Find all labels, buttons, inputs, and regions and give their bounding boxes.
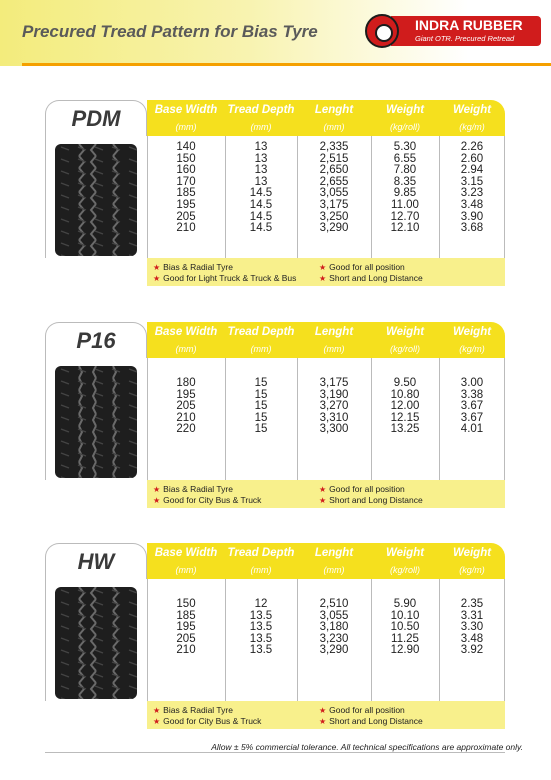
tread-depth-column [225, 599, 297, 657]
column-divider [45, 579, 46, 701]
tread-panel-hw [45, 543, 505, 729]
table-cell: 205 [176, 632, 196, 645]
feature-position [319, 484, 405, 494]
feature-position [319, 705, 405, 715]
table-cell: 3,175 [319, 377, 349, 389]
column-title: Lenght [314, 547, 354, 559]
feature-tyre-type [153, 705, 233, 715]
table-cell: 195 [176, 621, 196, 634]
table-cell: 3.48 [460, 198, 484, 211]
table-cell: 185 [176, 187, 196, 200]
table-cell: 2,510 [319, 598, 349, 610]
column-divider [45, 358, 46, 480]
table-cell: 210 [176, 644, 196, 657]
table-header [147, 322, 505, 358]
feature-text: Good for all position [329, 484, 405, 494]
table-cell: 12.15 [390, 411, 420, 424]
table-cell: 12.00 [390, 400, 420, 413]
star-icon: ★ [319, 717, 327, 726]
column-unit: (kg/roll) [389, 344, 420, 354]
tread-pattern-image [55, 144, 137, 256]
feature-text: Good for all position [329, 705, 405, 715]
feature-tyre-type [153, 262, 233, 272]
table-cell: 150 [176, 152, 196, 165]
column-unit: (mm) [250, 122, 272, 132]
table-cell: 3,300 [319, 423, 349, 436]
length-column [297, 599, 371, 657]
table-cell: 210 [176, 411, 196, 424]
column-title: Base Width [154, 547, 218, 559]
table-cell: 3,290 [319, 644, 349, 657]
feature-application [153, 273, 296, 283]
table-cell: 15 [254, 388, 268, 401]
feature-distance [319, 716, 423, 726]
table-cell: 15 [254, 400, 268, 413]
weight-m-column [439, 599, 505, 657]
column-unit: (kg/m) [459, 122, 485, 132]
table-cell: 3,180 [319, 621, 349, 634]
length-column [297, 142, 371, 235]
weight-roll-column [371, 142, 439, 235]
star-icon: ★ [319, 496, 327, 505]
star-icon: ★ [153, 496, 161, 505]
column-title: Tread Depth [227, 326, 295, 338]
table-cell: 2.60 [460, 152, 484, 165]
table-cell: 3,055 [319, 609, 349, 622]
table-cell: 12.10 [390, 222, 420, 235]
feature-box [147, 480, 505, 508]
feature-position [319, 262, 405, 272]
table-cell: 14.5 [249, 198, 273, 211]
table-cell: 140 [176, 141, 196, 153]
table-cell: 2.26 [460, 141, 484, 153]
column-header [371, 100, 439, 136]
table-cell: 9.85 [393, 187, 417, 200]
feature-text: Bias & Radial Tyre [163, 705, 233, 715]
page-header [0, 0, 551, 66]
table-cell: 5.90 [393, 598, 417, 610]
table-header [147, 100, 505, 136]
tread-pattern-image [55, 366, 137, 478]
table-body [45, 579, 505, 701]
table-cell: 10.10 [390, 609, 420, 622]
feature-text: Good for City Bus & Truck [163, 495, 262, 505]
tread-depth-column [225, 378, 297, 436]
table-cell: 205 [176, 400, 196, 413]
table-cell: 160 [176, 164, 196, 177]
feature-application [153, 495, 261, 505]
column-unit: (mm) [175, 122, 197, 132]
table-cell: 3,290 [319, 222, 349, 235]
table-cell: 12.90 [390, 644, 420, 657]
table-cell: 12 [254, 598, 268, 610]
table-cell: 150 [176, 598, 196, 610]
column-title: Lenght [314, 326, 354, 338]
star-icon: ★ [153, 485, 161, 494]
table-cell: 3,175 [319, 198, 349, 211]
feature-text: Short and Long Distance [329, 716, 423, 726]
column-header [147, 100, 225, 136]
table-header [147, 543, 505, 579]
column-header [297, 543, 371, 579]
feature-tyre-type [153, 484, 233, 494]
table-cell: 3.90 [460, 210, 484, 223]
feature-distance [319, 495, 423, 505]
table-cell: 3.30 [460, 621, 484, 634]
table-cell: 12.70 [390, 210, 420, 223]
tyre-image [55, 144, 137, 261]
column-title: Tread Depth [227, 547, 295, 559]
table-cell: 9.50 [393, 377, 417, 389]
feature-distance [319, 273, 423, 283]
table-cell: 10.50 [390, 621, 420, 634]
table-cell: 3,270 [319, 400, 349, 413]
table-cell: 2,650 [319, 164, 349, 177]
star-icon: ★ [153, 274, 161, 283]
feature-box [147, 701, 505, 729]
feature-text: Good for all position [329, 262, 405, 272]
column-unit: (kg/m) [459, 565, 485, 575]
tread-panel-pdm [45, 100, 505, 286]
feature-application [153, 716, 261, 726]
table-cell: 3.92 [460, 644, 484, 657]
pattern-name: HW [77, 549, 115, 574]
pattern-name: PDM [71, 106, 121, 131]
table-cell: 3,250 [319, 210, 349, 223]
footer-rule [45, 752, 505, 753]
pattern-name-tab [45, 543, 147, 579]
feature-text: Short and Long Distance [329, 273, 423, 283]
table-cell: 195 [176, 388, 196, 401]
column-title: Base Width [154, 326, 218, 338]
column-header [225, 322, 297, 358]
base-width-column [147, 378, 225, 436]
column-title: Weight [385, 104, 425, 116]
table-cell: 195 [176, 198, 196, 211]
column-header [147, 322, 225, 358]
table-cell: 2.35 [460, 598, 484, 610]
table-cell: 220 [176, 423, 196, 436]
star-icon: ★ [319, 263, 327, 272]
table-cell: 14.5 [249, 222, 273, 235]
weight-m-column [439, 142, 505, 235]
column-header [225, 543, 297, 579]
feature-text: Short and Long Distance [329, 495, 423, 505]
weight-roll-column [371, 599, 439, 657]
column-title: Tread Depth [227, 104, 295, 116]
column-header [297, 100, 371, 136]
column-unit: (kg/m) [459, 344, 485, 354]
table-cell: 5.30 [393, 141, 417, 153]
table-cell: 10.80 [390, 388, 420, 401]
star-icon: ★ [153, 263, 161, 272]
column-unit: (mm) [323, 344, 345, 354]
base-width-column [147, 142, 225, 235]
column-title: Weight [452, 326, 492, 338]
tread-pattern-image [55, 587, 137, 699]
column-header [225, 100, 297, 136]
weight-m-column [439, 378, 505, 436]
feature-text: Bias & Radial Tyre [163, 262, 233, 272]
column-divider [45, 136, 46, 258]
logo-emblem-icon [365, 14, 399, 48]
table-cell: 13.5 [249, 632, 273, 645]
table-cell: 3.67 [460, 411, 484, 424]
tyre-image [55, 587, 137, 704]
table-cell: 2,335 [319, 141, 349, 153]
tread-depth-column [225, 142, 297, 235]
table-cell: 3.15 [460, 175, 484, 188]
feature-text: Bias & Radial Tyre [163, 484, 233, 494]
table-cell: 3,190 [319, 388, 349, 401]
column-unit: (kg/roll) [389, 565, 420, 575]
table-cell: 3.31 [460, 609, 484, 622]
table-cell: 3,055 [319, 187, 349, 200]
column-title: Weight [452, 547, 492, 559]
table-cell: 13.5 [249, 609, 273, 622]
column-unit: (mm) [323, 122, 345, 132]
table-cell: 4.01 [460, 423, 484, 436]
table-cell: 7.80 [393, 164, 417, 177]
column-header [297, 322, 371, 358]
column-header [371, 543, 439, 579]
table-cell: 3.00 [460, 377, 484, 389]
column-unit: (mm) [175, 565, 197, 575]
pattern-name-tab [45, 100, 147, 136]
feature-box [147, 258, 505, 286]
table-cell: 3,230 [319, 632, 349, 645]
feature-text: Good for Light Truck & Truck & Bus [163, 273, 297, 283]
table-cell: 13 [254, 152, 268, 165]
table-cell: 210 [176, 222, 196, 235]
table-body [45, 358, 505, 480]
table-cell: 14.5 [249, 210, 273, 223]
brand-logo [365, 14, 541, 48]
brand-name: INDRA RUBBER [415, 17, 523, 33]
table-cell: 15 [254, 377, 268, 389]
column-unit: (mm) [250, 344, 272, 354]
column-header [439, 543, 505, 579]
table-cell: 13.25 [390, 423, 420, 436]
table-cell: 11.25 [391, 632, 419, 645]
table-body [45, 136, 505, 258]
length-column [297, 378, 371, 436]
table-cell: 2.94 [460, 164, 484, 177]
weight-roll-column [371, 378, 439, 436]
base-width-column [147, 599, 225, 657]
brand-tagline: Giant OTR. Precured Retread [415, 34, 515, 43]
table-cell: 11.00 [391, 198, 419, 211]
column-header [439, 322, 505, 358]
pattern-name: P16 [76, 328, 116, 353]
table-cell: 13 [254, 164, 268, 177]
column-title: Weight [452, 104, 492, 116]
table-cell: 180 [176, 377, 196, 389]
table-cell: 185 [176, 609, 196, 622]
pattern-name-tab [45, 322, 147, 358]
table-cell: 3.23 [460, 187, 484, 200]
table-cell: 8.35 [393, 175, 417, 188]
table-cell: 14.5 [249, 187, 273, 200]
table-cell: 3.38 [460, 388, 484, 401]
star-icon: ★ [153, 706, 161, 715]
table-cell: 13.5 [249, 644, 273, 657]
tolerance-note: Allow ± 5% commercial tolerance. All technical specifications are approximate only. [211, 742, 523, 752]
star-icon: ★ [319, 706, 327, 715]
page-title: Precured Tread Pattern for Bias Tyre [22, 22, 318, 41]
tyre-image [55, 366, 137, 483]
table-cell: 6.55 [393, 152, 417, 165]
table-cell: 2,655 [319, 175, 349, 188]
table-cell: 205 [176, 210, 196, 223]
table-cell: 3.68 [460, 222, 484, 235]
table-cell: 170 [176, 175, 196, 188]
table-cell: 3.67 [460, 400, 484, 413]
column-header [371, 322, 439, 358]
column-header [439, 100, 505, 136]
star-icon: ★ [153, 717, 161, 726]
column-unit: (mm) [323, 565, 345, 575]
table-cell: 3,310 [319, 411, 349, 424]
table-cell: 13.5 [249, 621, 273, 634]
column-title: Weight [385, 547, 425, 559]
column-title: Lenght [314, 104, 354, 116]
column-unit: (mm) [175, 344, 197, 354]
column-header [147, 543, 225, 579]
table-cell: 13 [254, 141, 268, 153]
feature-text: Good for City Bus & Truck [163, 716, 262, 726]
table-cell: 15 [254, 423, 268, 436]
table-cell: 15 [254, 411, 268, 424]
table-cell: 13 [254, 175, 268, 188]
table-cell: 3.48 [460, 632, 484, 645]
column-title: Base Width [154, 104, 218, 116]
column-title: Weight [385, 326, 425, 338]
star-icon: ★ [319, 274, 327, 283]
tread-panel-p16 [45, 322, 505, 508]
header-rule [22, 63, 551, 66]
column-unit: (mm) [250, 565, 272, 575]
column-unit: (kg/roll) [389, 122, 420, 132]
table-cell: 2,515 [319, 152, 349, 165]
star-icon: ★ [319, 485, 327, 494]
